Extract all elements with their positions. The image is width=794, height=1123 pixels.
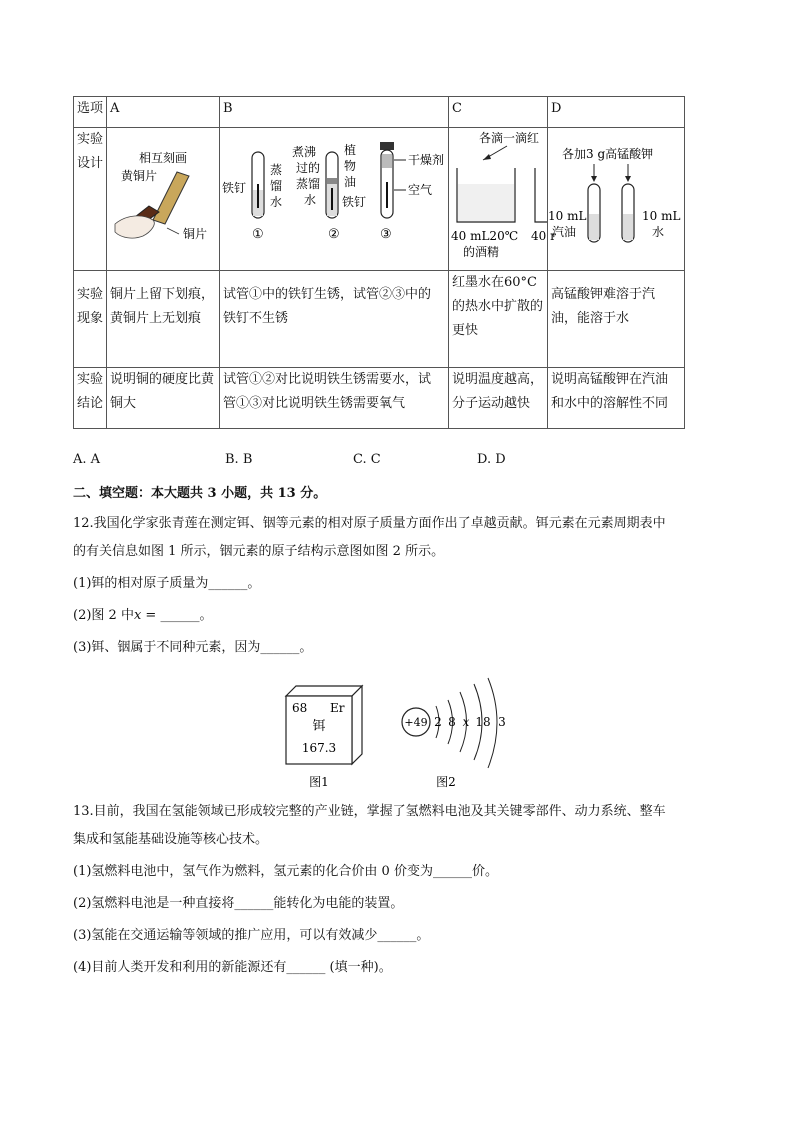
row-label-line: 实验 [77,132,104,147]
label-brass: 黄铜片 [120,169,158,183]
header-cell: D [548,97,685,128]
conclusion-b [220,368,449,429]
header-cell: C [449,97,548,128]
iron-rust-tubes-illustration [220,128,448,268]
atomic-mass: 167.3 [301,741,337,755]
option-c[interactable]: C. C [353,452,381,467]
row-label [74,128,107,271]
cell-line: 管①③对比说明铁生锈需要氧气 [223,396,406,411]
q12-part-3: (3)铒、铟属于不同种元素，因为______。 [73,640,313,655]
cell-line: 试管①中的铁钉生锈，试管②③中的 [223,287,432,302]
cell-line: 的热水中扩散的 [452,299,544,314]
cell-line: 试管①②对比说明铁生锈需要水，试 [223,372,432,387]
label-water: 水 [652,225,665,239]
design-a-cell [107,128,220,271]
element-card-top [286,686,362,696]
phenomenon-row [74,271,685,368]
cell-line: 说明铜的硬度比黄 [110,372,215,387]
option-d[interactable]: D. D [477,452,506,467]
row-label [74,271,107,368]
diffusion-beakers-illustration [449,128,556,268]
arrow-head [591,176,597,182]
row-label-line: 实验 [77,287,104,302]
conclusion-d [548,368,685,429]
cell-line: 油，能溶于水 [551,311,630,326]
stopper [380,142,394,150]
arrow-head [483,154,491,160]
label-nail-2: 铁钉 [342,195,367,209]
label-beaker-2: 40 r [531,229,556,243]
brass-copper-scratch-illustration [107,128,217,268]
label-oil-2: 物 [344,159,357,173]
atomic-number: 68 [292,701,308,715]
conclusion-c [449,368,548,429]
design-c-cell [449,128,556,271]
cell-line: 铜大 [110,396,137,411]
header-cell: B [220,97,449,128]
design-d-cell [548,128,685,271]
label-boiled-4: 水 [304,193,317,207]
q12-stem-line: 的有关信息如图 1 所示，铟元素的原子结构示意图如图 2 所示。 [73,544,445,559]
beaker-2 [535,168,547,222]
question-13 [73,798,723,982]
q13-part-2: (2)氢燃料电池是一种直接将______能转化为电能的装置。 [73,896,404,911]
pointer-line [167,228,179,234]
tube-number-2: ② [328,227,340,242]
shell-electrons-2: 8 [448,715,456,729]
phenomenon-c [449,271,548,368]
arrow-head [625,176,631,182]
element-name: 铒 [312,719,326,734]
label-boiled-3: 蒸馏 [296,177,321,191]
shell-electrons-4: 18 [475,715,491,729]
label-nail: 铁钉 [222,181,247,195]
label-water-1: 蒸 [270,163,283,177]
phenomenon-a [107,271,220,368]
atomic-figures [280,676,520,792]
hand-icon [115,216,154,238]
cell-line: 和水中的溶解性不同 [551,396,669,411]
alcohol-fill [458,184,514,221]
option-a[interactable]: A. A [73,452,101,467]
q13-stem-line: 13.目前，我国在氢能领域已形成较完整的产业链，掌握了氢燃料电池及其关键零部件、动力系统、整车 [73,804,666,819]
shell-electrons-3: x [462,715,470,729]
q13-part-4: (4)目前人类开发和利用的新能源还有______ (填一种)。 [73,960,392,975]
cell-line: 红墨水在60°C [452,275,537,290]
cell-line: 说明温度越高， [452,372,544,387]
q12-stem-line: 12.我国化学家张青莲在测定铒、铟等元素的相对原子质量方面作出了卓越贡献。铒元素在元素周期表中 [73,516,666,531]
design-b-cell [220,128,449,271]
label-boiled-1: 煮沸 [292,145,317,159]
cell-line: 分子运动越快 [452,396,531,411]
table-header-row [74,97,685,128]
cell-line: 更快 [452,323,479,338]
figure-1-caption: 图1 [309,775,329,789]
label-oil-1: 植 [344,143,357,157]
q13-part-3: (3)氢能在交通运输等领域的推广应用，可以有效减少______。 [73,928,430,943]
label-scratch: 相互刻画 [138,151,188,165]
q12-part-1: (1)铒的相对原子质量为______。 [73,576,261,591]
phenomenon-d [548,271,685,368]
label-desiccant: 干燥剂 [408,153,445,167]
label-add-kmno4: 各加3 g高锰酸钾 [562,147,654,161]
phenomenon-b [220,271,449,368]
row-label-line: 结论 [77,396,104,411]
label-air: 空气 [408,183,433,197]
oil-layer [327,178,337,184]
question-12 [73,510,723,662]
label-boiled-2: 过的 [296,161,321,175]
label-water-2: 馏 [270,179,283,193]
header-cell: 选项 [74,97,107,128]
row-label-line: 设计 [77,156,104,171]
shell-electrons-1: 2 [434,715,442,729]
section-heading: 二、填空题：本大题共 3 小题，共 13 分。 [73,486,327,501]
cell-line: 说明高锰酸钾在汽油 [551,372,669,387]
label-gasoline: 汽油 [552,225,577,239]
element-card-side [352,686,362,764]
header-cell: A [107,97,220,128]
brass-strip [153,172,189,224]
cell-line: 铜片上留下划痕， [110,287,215,302]
experiment-table [73,96,685,429]
conclusion-a [107,368,220,429]
cell-line: 黄铜片上无划痕 [110,311,202,326]
solubility-tubes-illustration [548,128,684,268]
tube-number-3: ③ [380,227,392,242]
label-gasoline-volume: 10 mL [548,209,587,223]
label-copper: 铜片 [182,227,208,241]
gasoline-fill [589,214,599,240]
tube-number-1: ① [252,227,264,242]
design-row [74,128,685,271]
q13-part-1: (1)氢燃料电池中，氢气作为燃料，氢元素的化合价由 0 价变为______价。 [73,864,498,879]
shell-electrons-5: 3 [498,715,506,729]
desiccant-fill [382,154,392,168]
label-beaker-1-sub: 的酒精 [463,245,500,259]
q13-stem-line: 集成和氢能基础设施等核心技术。 [73,832,269,847]
label-water-3: 水 [270,195,283,209]
water-fill [623,214,633,240]
element-symbol: Er [330,701,345,715]
row-label [74,368,107,429]
q12-part-2: (2)图 2 中𝑥 = ______。 [73,608,213,623]
option-b[interactable]: B. B [225,452,253,467]
nuclear-charge: +49 [404,716,428,729]
row-label-line: 实验 [77,372,104,387]
label-drop: 各滴一滴红 [479,131,540,145]
label-water-volume: 10 mL [642,209,681,223]
label-beaker-1: 40 mL20℃ [451,229,519,243]
cell-line: 铁钉不生锈 [223,311,289,326]
conclusion-row [74,368,685,429]
figure-2-caption: 图2 [436,775,456,789]
cell-line: 高锰酸钾难溶于汽 [551,287,656,302]
row-label-line: 现象 [77,311,104,326]
label-oil-3: 油 [344,175,357,189]
